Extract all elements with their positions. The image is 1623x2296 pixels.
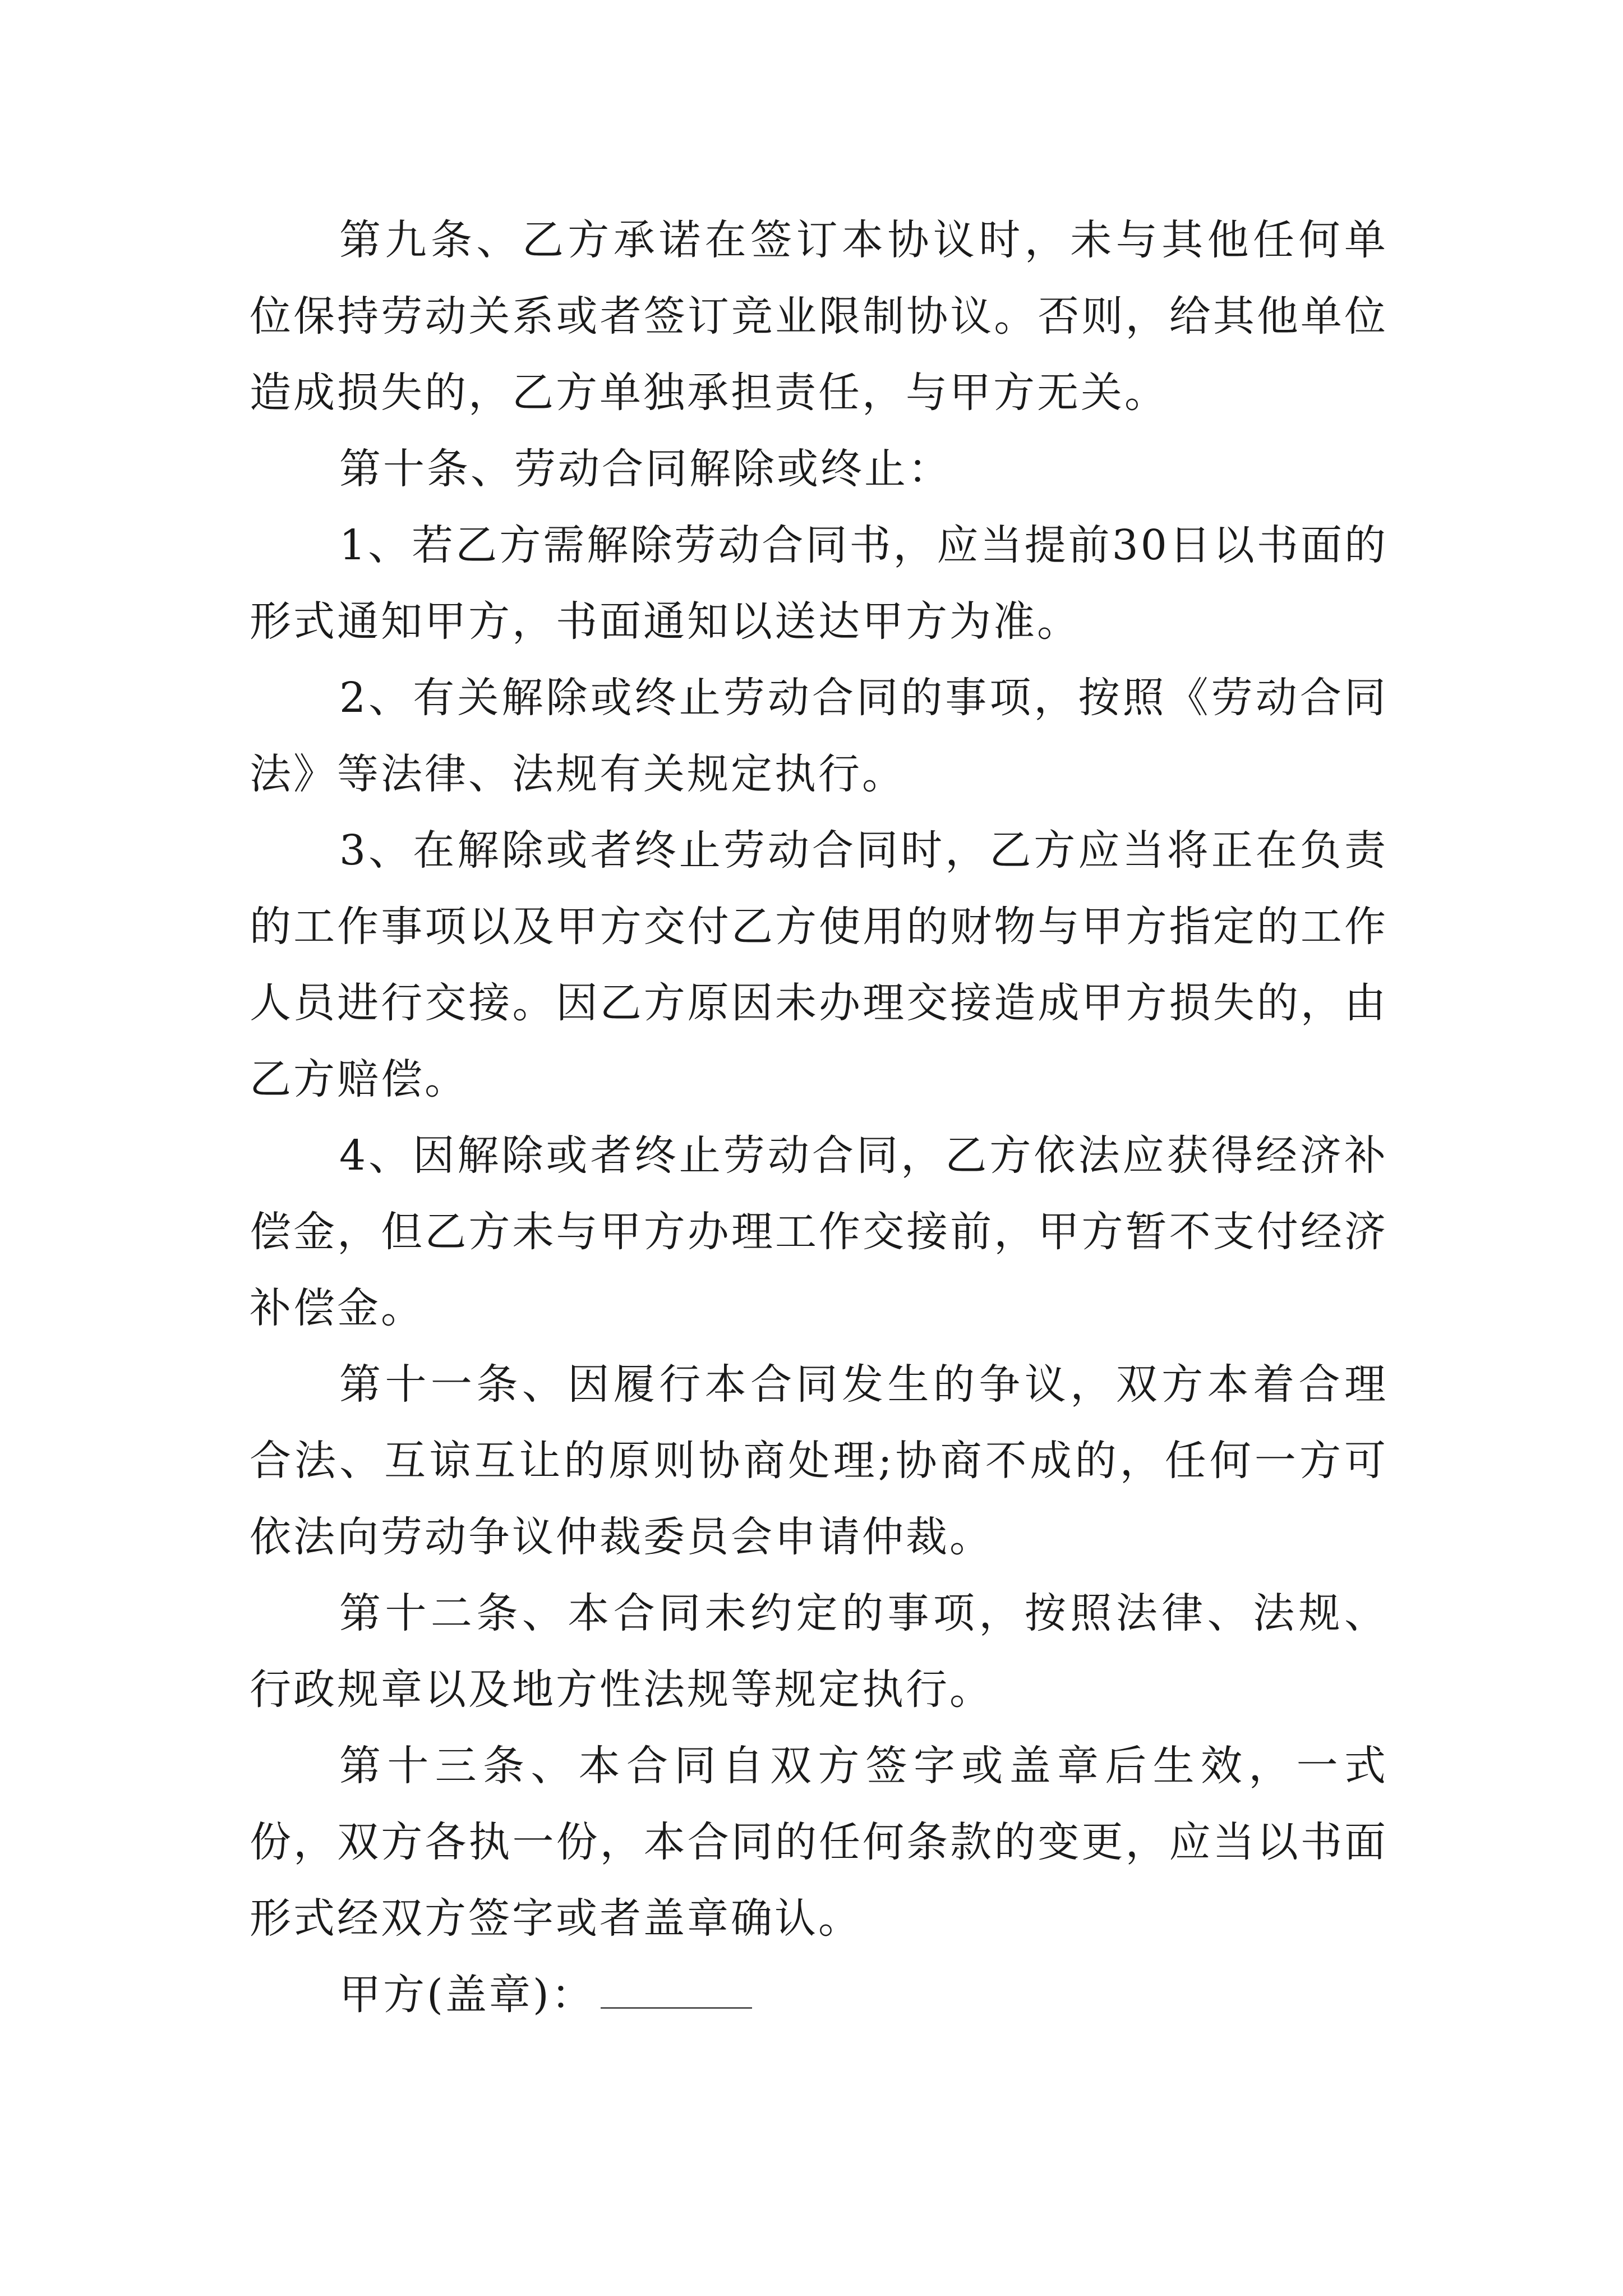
article-10-item-4: 4、因解除或者终止劳动合同，乙方依法应获得经济补偿金，但乙方未与甲方办理工作交接前，甲方暂不支付经济补偿金。 xyxy=(250,1131,1388,1332)
article-10-item-3: 3、在解除或者终止劳动合同时，乙方应当将正在负责的工作事项以及甲方交付乙方使用的财物与甲方指定的工作人员进行交接。因乙方原因未办理交接造成甲方损失的，由乙方赔偿。 xyxy=(250,826,1388,1103)
signature-blank xyxy=(601,1973,752,2009)
article-10-heading: 第十条、劳动合同解除或终止： xyxy=(339,445,952,493)
document-body xyxy=(250,202,1388,2033)
article-11: 第十一条、因履行本合同发生的争议，双方本着合理合法、互谅互让的原则协商处理;协商不成的，任何一方可依法向劳动争议仲裁委员会申请仲裁。 xyxy=(250,1360,1388,1561)
party-a-signature-line xyxy=(250,1957,1388,2033)
article-12: 第十二条、本合同未约定的事项，按照法律、法规、行政规章以及地方性法规等规定执行。 xyxy=(250,1589,1388,1714)
article-9: 第九条、乙方承诺在签订本协议时，未与其他任何单位保持劳动关系或者签订竞业限制协议。否则，给其他单位造成损失的，乙方单独承担责任，与甲方无关。 xyxy=(250,216,1388,417)
article-10-item-2: 2、有关解除或终止劳动合同的事项，按照《劳动合同法》等法律、法规有关规定执行。 xyxy=(250,674,1388,798)
article-10-item-1: 1、若乙方需解除劳动合同书，应当提前30日以书面的形式通知甲方，书面通知以送达甲方为准。 xyxy=(250,521,1388,646)
article-13: 第十三条、本合同自双方签字或盖章后生效，一式份，双方各执一份，本合同的任何条款的变更，应当以书面形式经双方签字或者盖章确认。 xyxy=(250,1742,1388,1943)
party-a-signature-label: 甲方(盖章)： xyxy=(339,1971,595,2019)
